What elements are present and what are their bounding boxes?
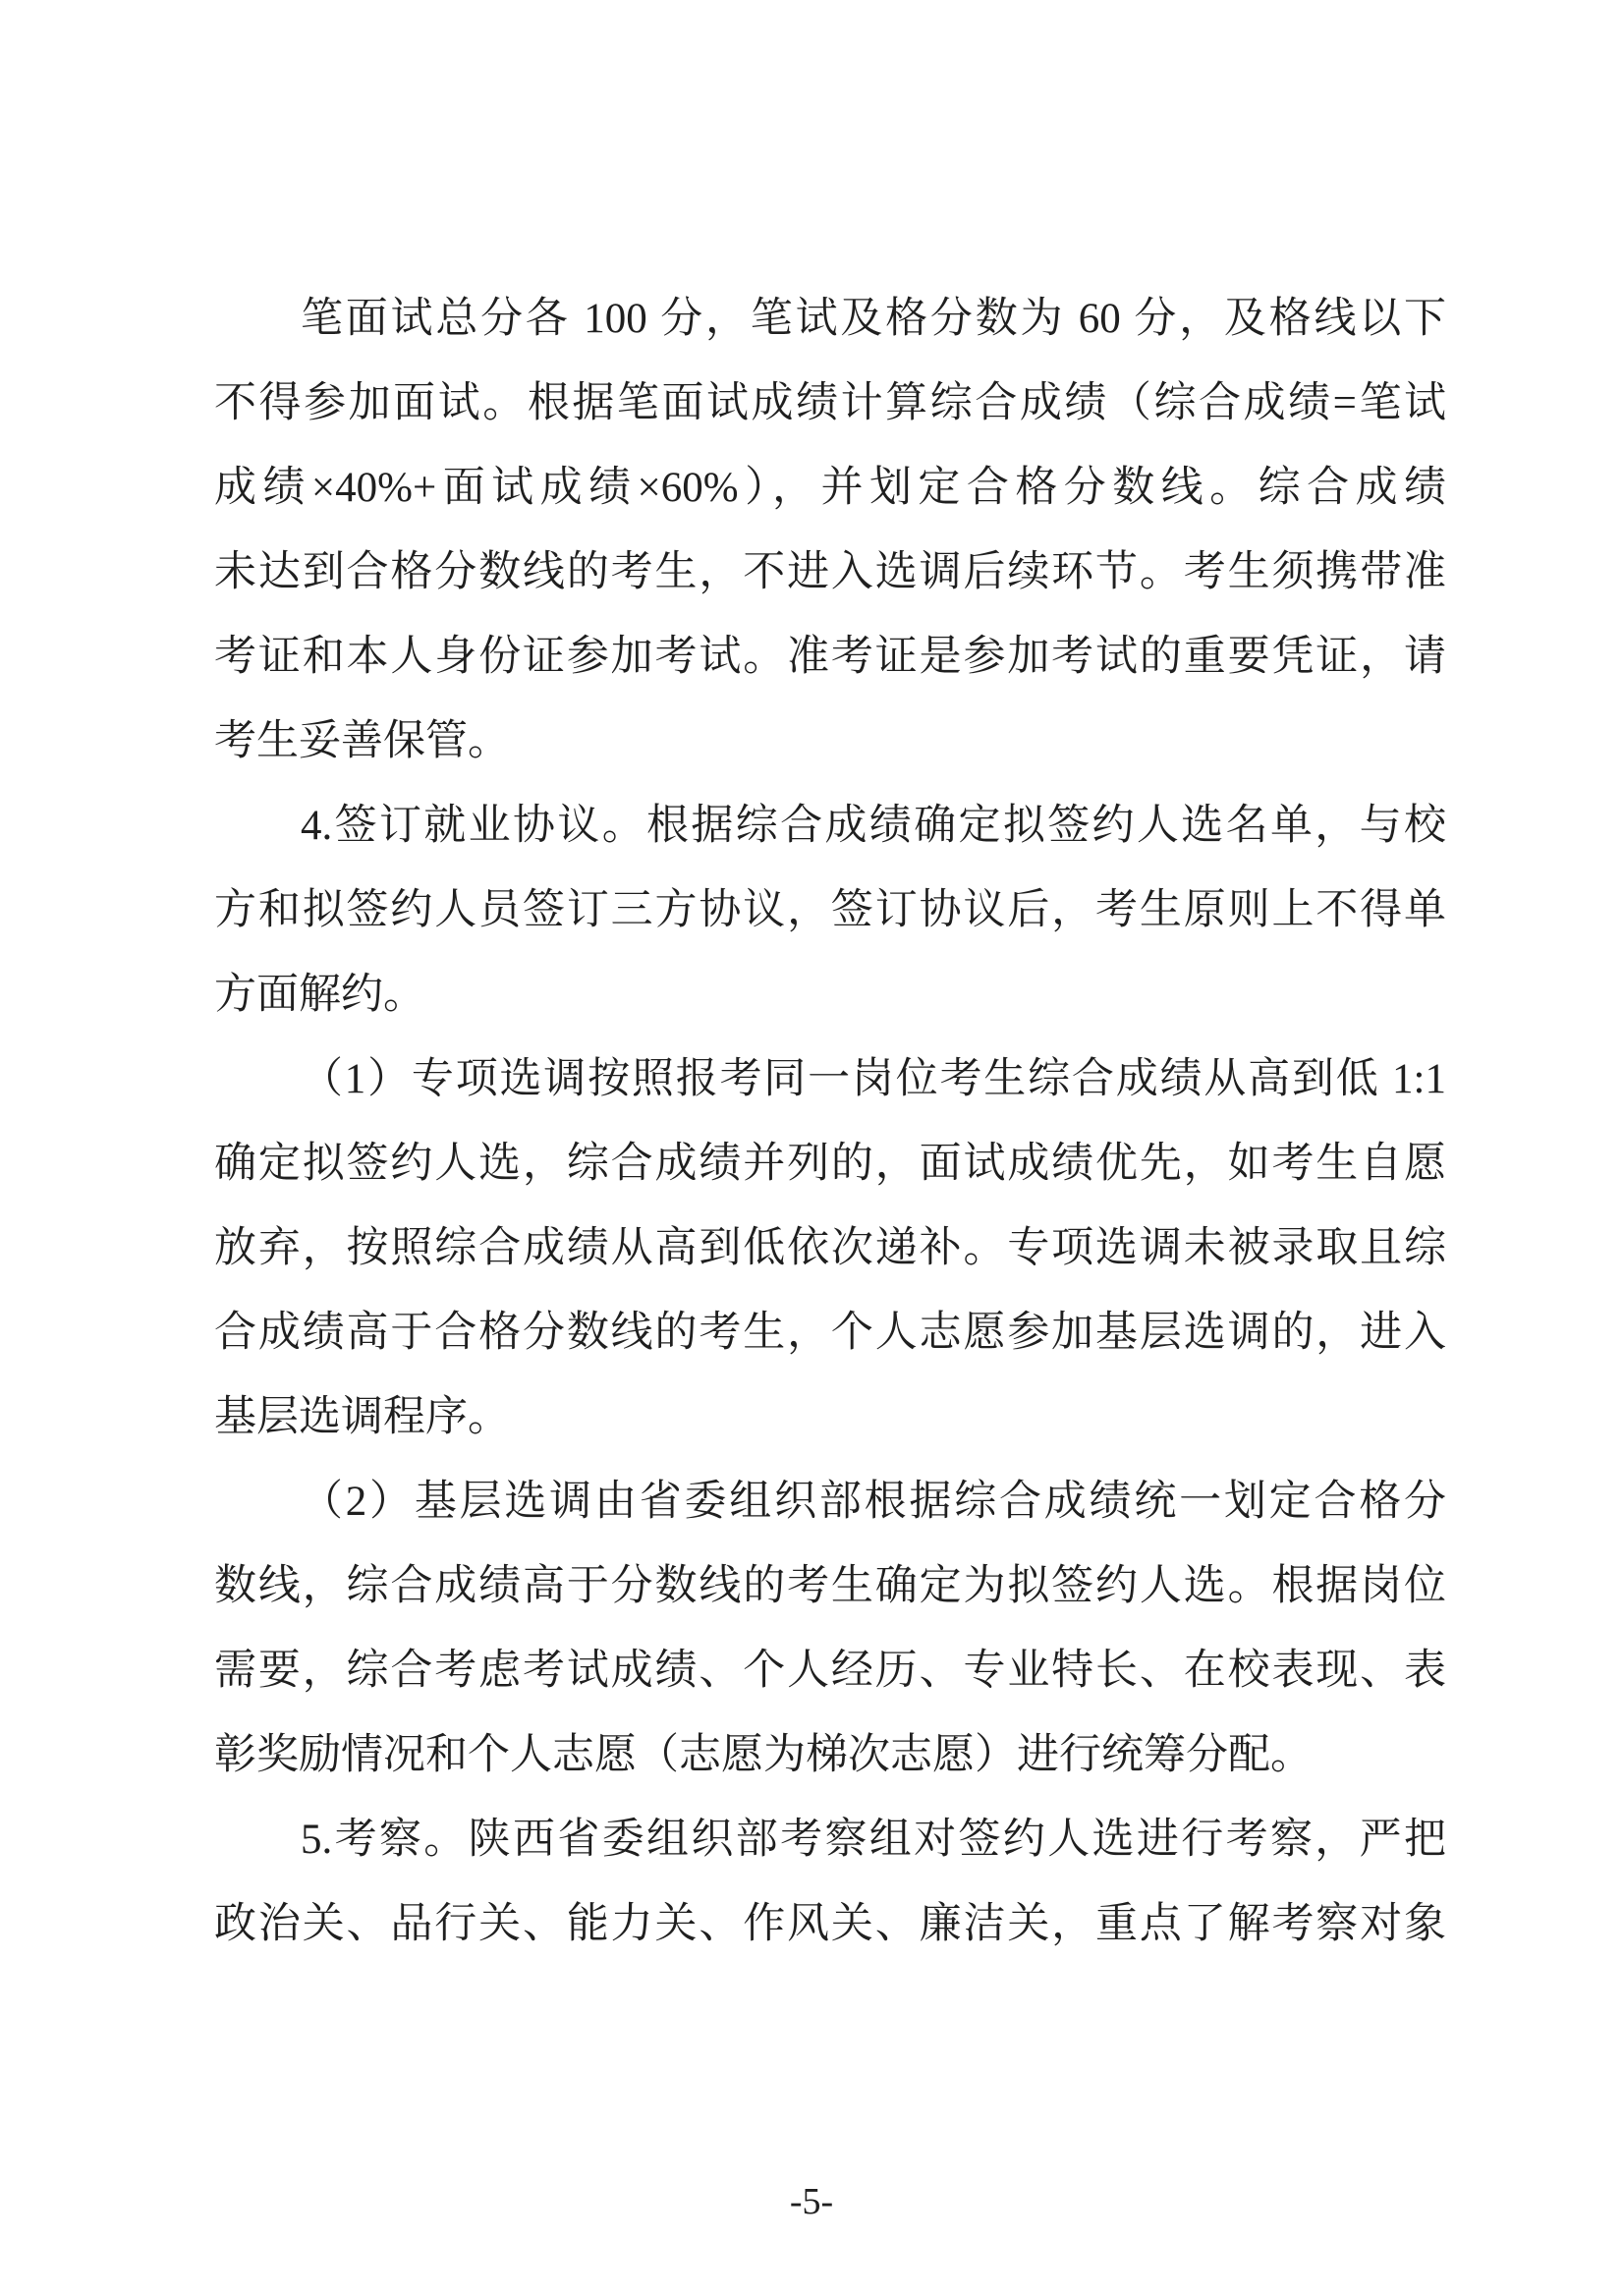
document-body bbox=[214, 277, 1446, 1967]
text-line: 政治关、品行关、能力关、作风关、廉洁关，重点了解考察对象 bbox=[214, 1901, 1446, 1947]
text-line: 考证和本人身份证参加考试。准考证是参加考试的重要凭证，请 bbox=[214, 634, 1446, 680]
text-line: 方面解约。 bbox=[214, 972, 425, 1018]
text-line: 需要，综合考虑考试成绩、个人经历、专业特长、在校表现、表 bbox=[214, 1648, 1446, 1694]
text-line: 未达到合格分数线的考生，不进入选调后续环节。考生须携带准 bbox=[214, 549, 1446, 595]
text-line: 放弃，按照综合成绩从高到低依次递补。专项选调未被录取且综 bbox=[214, 1225, 1446, 1271]
text-line: （2）基层选调由省委组织部根据综合成绩统一划定合格分 bbox=[301, 1479, 1446, 1525]
paragraph-inspection bbox=[214, 1798, 1446, 1967]
text-line: （1）专项选调按照报考同一岗位考生综合成绩从高到低 1:1 bbox=[301, 1056, 1446, 1102]
paragraph-exam-scores bbox=[214, 277, 1446, 784]
paragraph-grassroots-selection bbox=[214, 1460, 1446, 1798]
text-line: 成绩×40%+面试成绩×60%），并划定合格分数线。综合成绩 bbox=[214, 465, 1446, 511]
text-line: 4.签订就业协议。根据综合成绩确定拟签约人选名单，与校 bbox=[301, 803, 1446, 849]
text-line: 基层选调程序。 bbox=[214, 1394, 510, 1440]
paragraph-special-selection bbox=[214, 1037, 1446, 1460]
text-line: 笔面试总分各 100 分，笔试及格分数为 60 分，及格线以下 bbox=[301, 296, 1446, 342]
text-line: 方和拟签约人员签订三方协议，签订协议后，考生原则上不得单 bbox=[214, 887, 1446, 933]
text-line: 合成绩高于合格分数线的考生，个人志愿参加基层选调的，进入 bbox=[214, 1310, 1446, 1356]
text-line: 彰奖励情况和个人志愿（志愿为梯次志愿）进行统筹分配。 bbox=[214, 1732, 1313, 1778]
text-line: 不得参加面试。根据笔面试成绩计算综合成绩（综合成绩=笔试 bbox=[214, 380, 1446, 426]
text-line: 考生妥善保管。 bbox=[214, 718, 510, 764]
text-line: 数线，综合成绩高于分数线的考生确定为拟签约人选。根据岗位 bbox=[214, 1563, 1446, 1609]
text-line: 确定拟签约人选，综合成绩并列的，面试成绩优先，如考生自愿 bbox=[214, 1141, 1446, 1187]
page-number: -5- bbox=[789, 2181, 834, 2222]
text-line: 5.考察。陕西省委组织部考察组对签约人选进行考察，严把 bbox=[301, 1817, 1446, 1863]
paragraph-sign-agreement bbox=[214, 784, 1446, 1037]
